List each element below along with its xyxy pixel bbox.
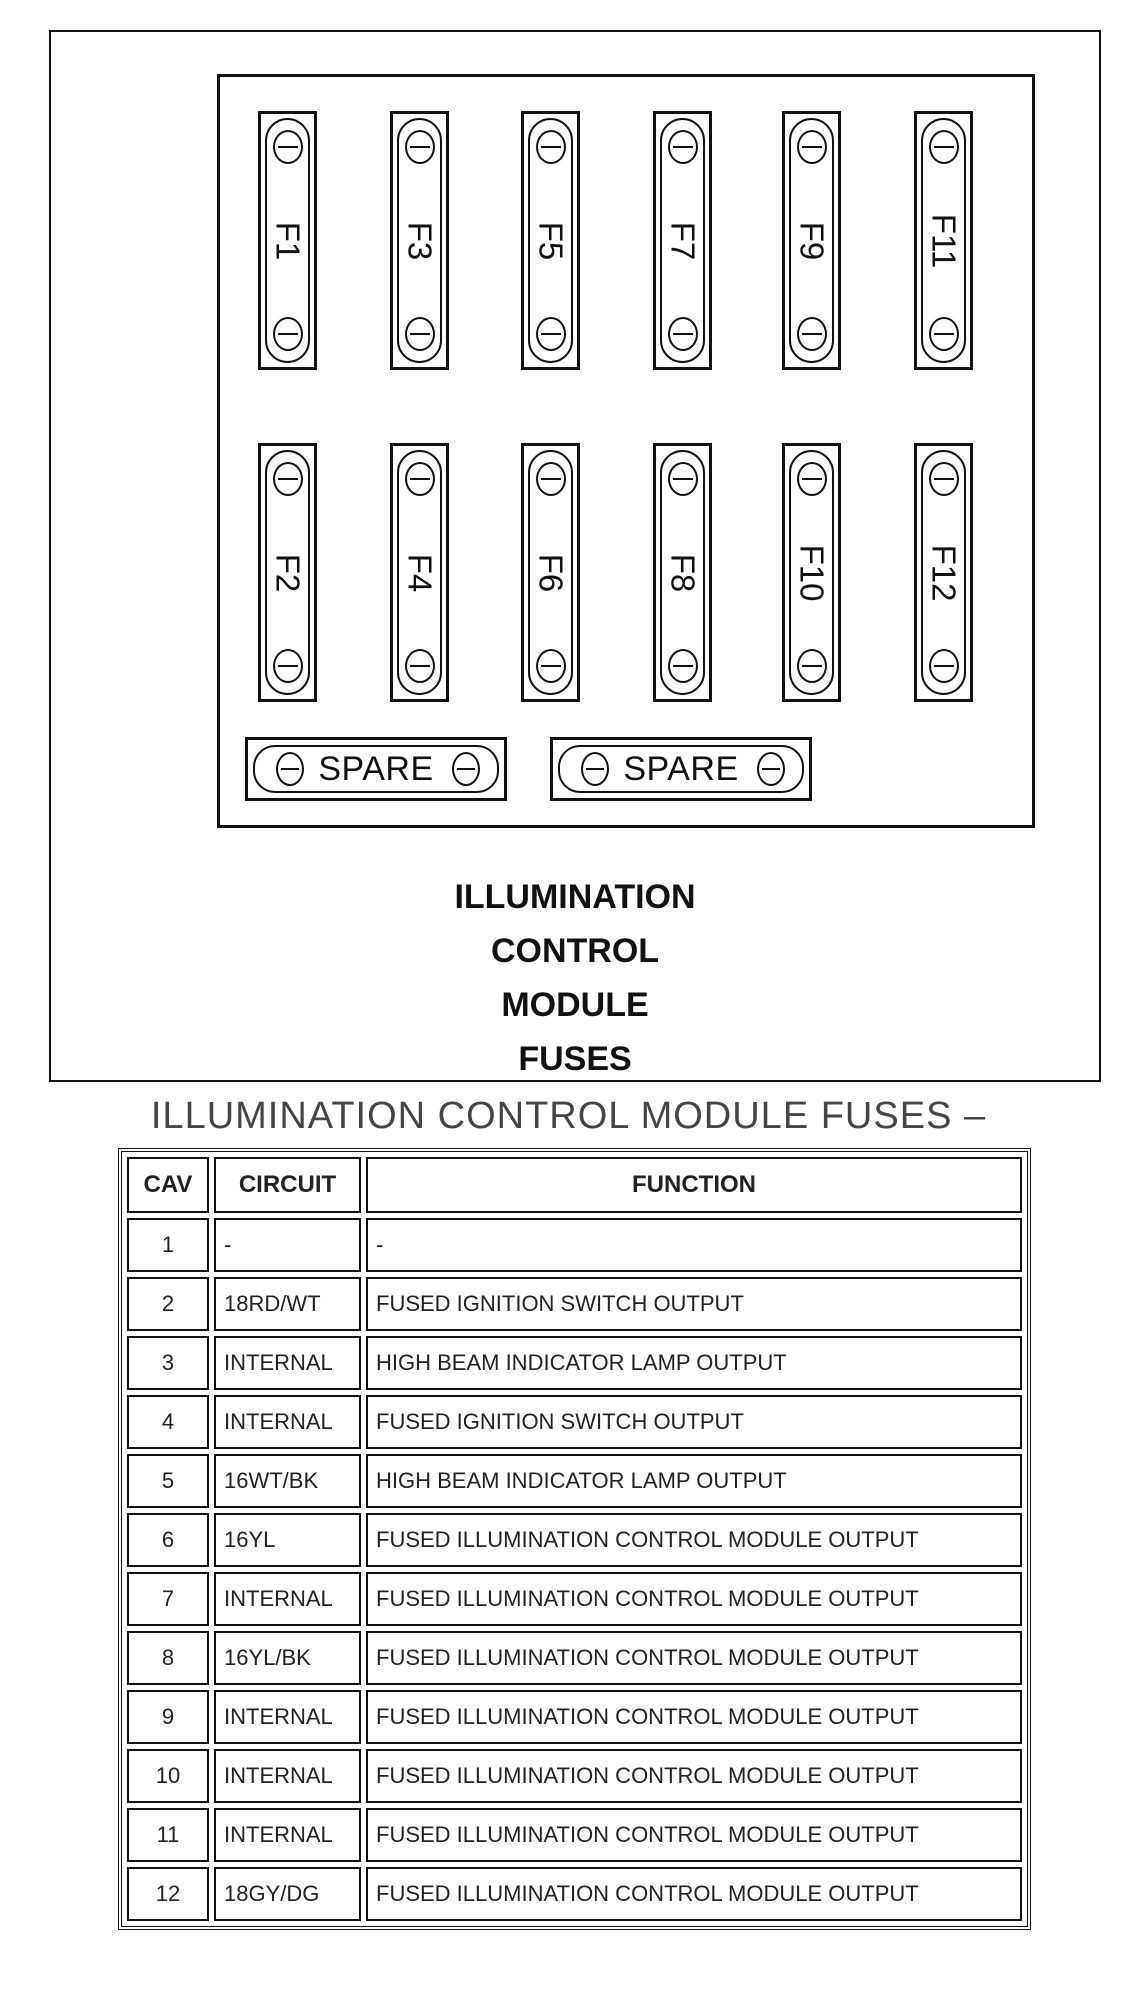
cell-function: - [366,1218,1022,1272]
spare-label: SPARE [623,750,739,788]
cell-circuit: - [214,1218,361,1272]
header-function: FUNCTION [366,1157,1022,1213]
header-cav: CAV [127,1157,209,1213]
table-row [127,1336,1022,1390]
fuse-f4 [390,443,449,702]
cell-cav: 7 [127,1572,209,1626]
screw-icon [797,130,827,164]
screw-icon [929,462,959,496]
fuse-table [118,1148,1031,1930]
spare-fuse-2 [550,737,812,801]
fuse-label: F5 [532,221,569,260]
cell-circuit: 18RD/WT [214,1277,361,1331]
cell-function: FUSED ILLUMINATION CONTROL MODULE OUTPUT [366,1513,1022,1567]
cell-function: HIGH BEAM INDICATOR LAMP OUTPUT [366,1454,1022,1508]
table-row [127,1749,1022,1803]
screw-icon [536,649,566,683]
cell-function: FUSED ILLUMINATION CONTROL MODULE OUTPUT [366,1690,1022,1744]
cell-circuit: INTERNAL [214,1572,361,1626]
fuse-label: F12 [925,544,962,601]
cell-function: FUSED IGNITION SWITCH OUTPUT [366,1395,1022,1449]
screw-icon [276,752,304,786]
fuse-label: F1 [269,221,306,260]
fuse-diagram-frame [49,30,1101,1082]
screw-icon [405,462,435,496]
screw-icon [405,649,435,683]
table-row [127,1513,1022,1567]
cell-circuit: 16WT/BK [214,1454,361,1508]
fuse-f5 [521,111,580,370]
cell-cav: 4 [127,1395,209,1449]
fuse-label: F8 [664,553,701,592]
fuse-f11 [914,111,973,370]
fuse-f2 [258,443,317,702]
fuse-label: F9 [793,221,830,260]
table-row [127,1808,1022,1862]
table-row [127,1867,1022,1921]
screw-icon [273,130,303,164]
table-row [127,1572,1022,1626]
cell-function: FUSED ILLUMINATION CONTROL MODULE OUTPUT [366,1631,1022,1685]
table-row [127,1454,1022,1508]
screw-icon [536,130,566,164]
cell-cav: 11 [127,1808,209,1862]
table-row [127,1631,1022,1685]
cell-cav: 6 [127,1513,209,1567]
fuse-label: F3 [401,221,438,260]
cell-circuit: INTERNAL [214,1749,361,1803]
screw-icon [536,462,566,496]
screw-icon [797,649,827,683]
screw-icon [668,462,698,496]
fuse-f7 [653,111,712,370]
fuse-f1 [258,111,317,370]
screw-icon [581,752,609,786]
fuse-f6 [521,443,580,702]
module-title-line: FUSES [518,1040,632,1078]
cell-circuit: INTERNAL [214,1808,361,1862]
fuse-f3 [390,111,449,370]
table-row [127,1690,1022,1744]
fuse-label: F4 [401,553,438,592]
cell-function: HIGH BEAM INDICATOR LAMP OUTPUT [366,1336,1022,1390]
table-row [127,1218,1022,1272]
fuse-f9 [782,111,841,370]
screw-icon [452,752,480,786]
cell-cav: 10 [127,1749,209,1803]
cell-cav: 2 [127,1277,209,1331]
cell-circuit: 18GY/DG [214,1867,361,1921]
cell-circuit: INTERNAL [214,1690,361,1744]
fuse-label: F10 [793,544,830,601]
table-row [127,1395,1022,1449]
cell-circuit: 16YL [214,1513,361,1567]
cell-function: FUSED ILLUMINATION CONTROL MODULE OUTPUT [366,1867,1022,1921]
cell-circuit: INTERNAL [214,1336,361,1390]
screw-icon [797,317,827,351]
cell-cav: 9 [127,1690,209,1744]
cell-cav: 5 [127,1454,209,1508]
cell-function: FUSED ILLUMINATION CONTROL MODULE OUTPUT [366,1749,1022,1803]
module-title [51,870,1099,1086]
table-caption: ILLUMINATION CONTROL MODULE FUSES – [150,1095,987,1137]
cell-circuit: INTERNAL [214,1395,361,1449]
fuse-label: F11 [925,213,962,268]
screw-icon [273,649,303,683]
screw-icon [536,317,566,351]
module-title-line: ILLUMINATION [454,878,696,916]
screw-icon [273,462,303,496]
screw-icon [757,752,785,786]
cell-function: FUSED ILLUMINATION CONTROL MODULE OUTPUT [366,1808,1022,1862]
fuse-label: F6 [532,553,569,592]
cell-cav: 8 [127,1631,209,1685]
spare-label: SPARE [318,750,434,788]
cell-circuit: 16YL/BK [214,1631,361,1685]
spare-fuse-1 [245,737,507,801]
screw-icon [929,130,959,164]
module-title-line: MODULE [501,986,649,1024]
cell-function: FUSED IGNITION SWITCH OUTPUT [366,1277,1022,1331]
screw-icon [668,130,698,164]
screw-icon [405,130,435,164]
cell-cav: 3 [127,1336,209,1390]
screw-icon [405,317,435,351]
fuse-f8 [653,443,712,702]
screw-icon [668,649,698,683]
screw-icon [273,317,303,351]
cell-cav: 12 [127,1867,209,1921]
screw-icon [929,649,959,683]
fuse-label: F7 [664,221,701,260]
screw-icon [797,462,827,496]
header-circuit: CIRCUIT [214,1157,361,1213]
module-title-line: CONTROL [490,932,660,970]
cell-cav: 1 [127,1218,209,1272]
table-header-row [127,1157,1022,1213]
cell-function: FUSED ILLUMINATION CONTROL MODULE OUTPUT [366,1572,1022,1626]
fuse-block [217,74,1035,828]
screw-icon [668,317,698,351]
fuse-label: F2 [269,553,306,592]
fuse-f10 [782,443,841,702]
screw-icon [929,317,959,351]
fuse-f12 [914,443,973,702]
table-row [127,1277,1022,1331]
